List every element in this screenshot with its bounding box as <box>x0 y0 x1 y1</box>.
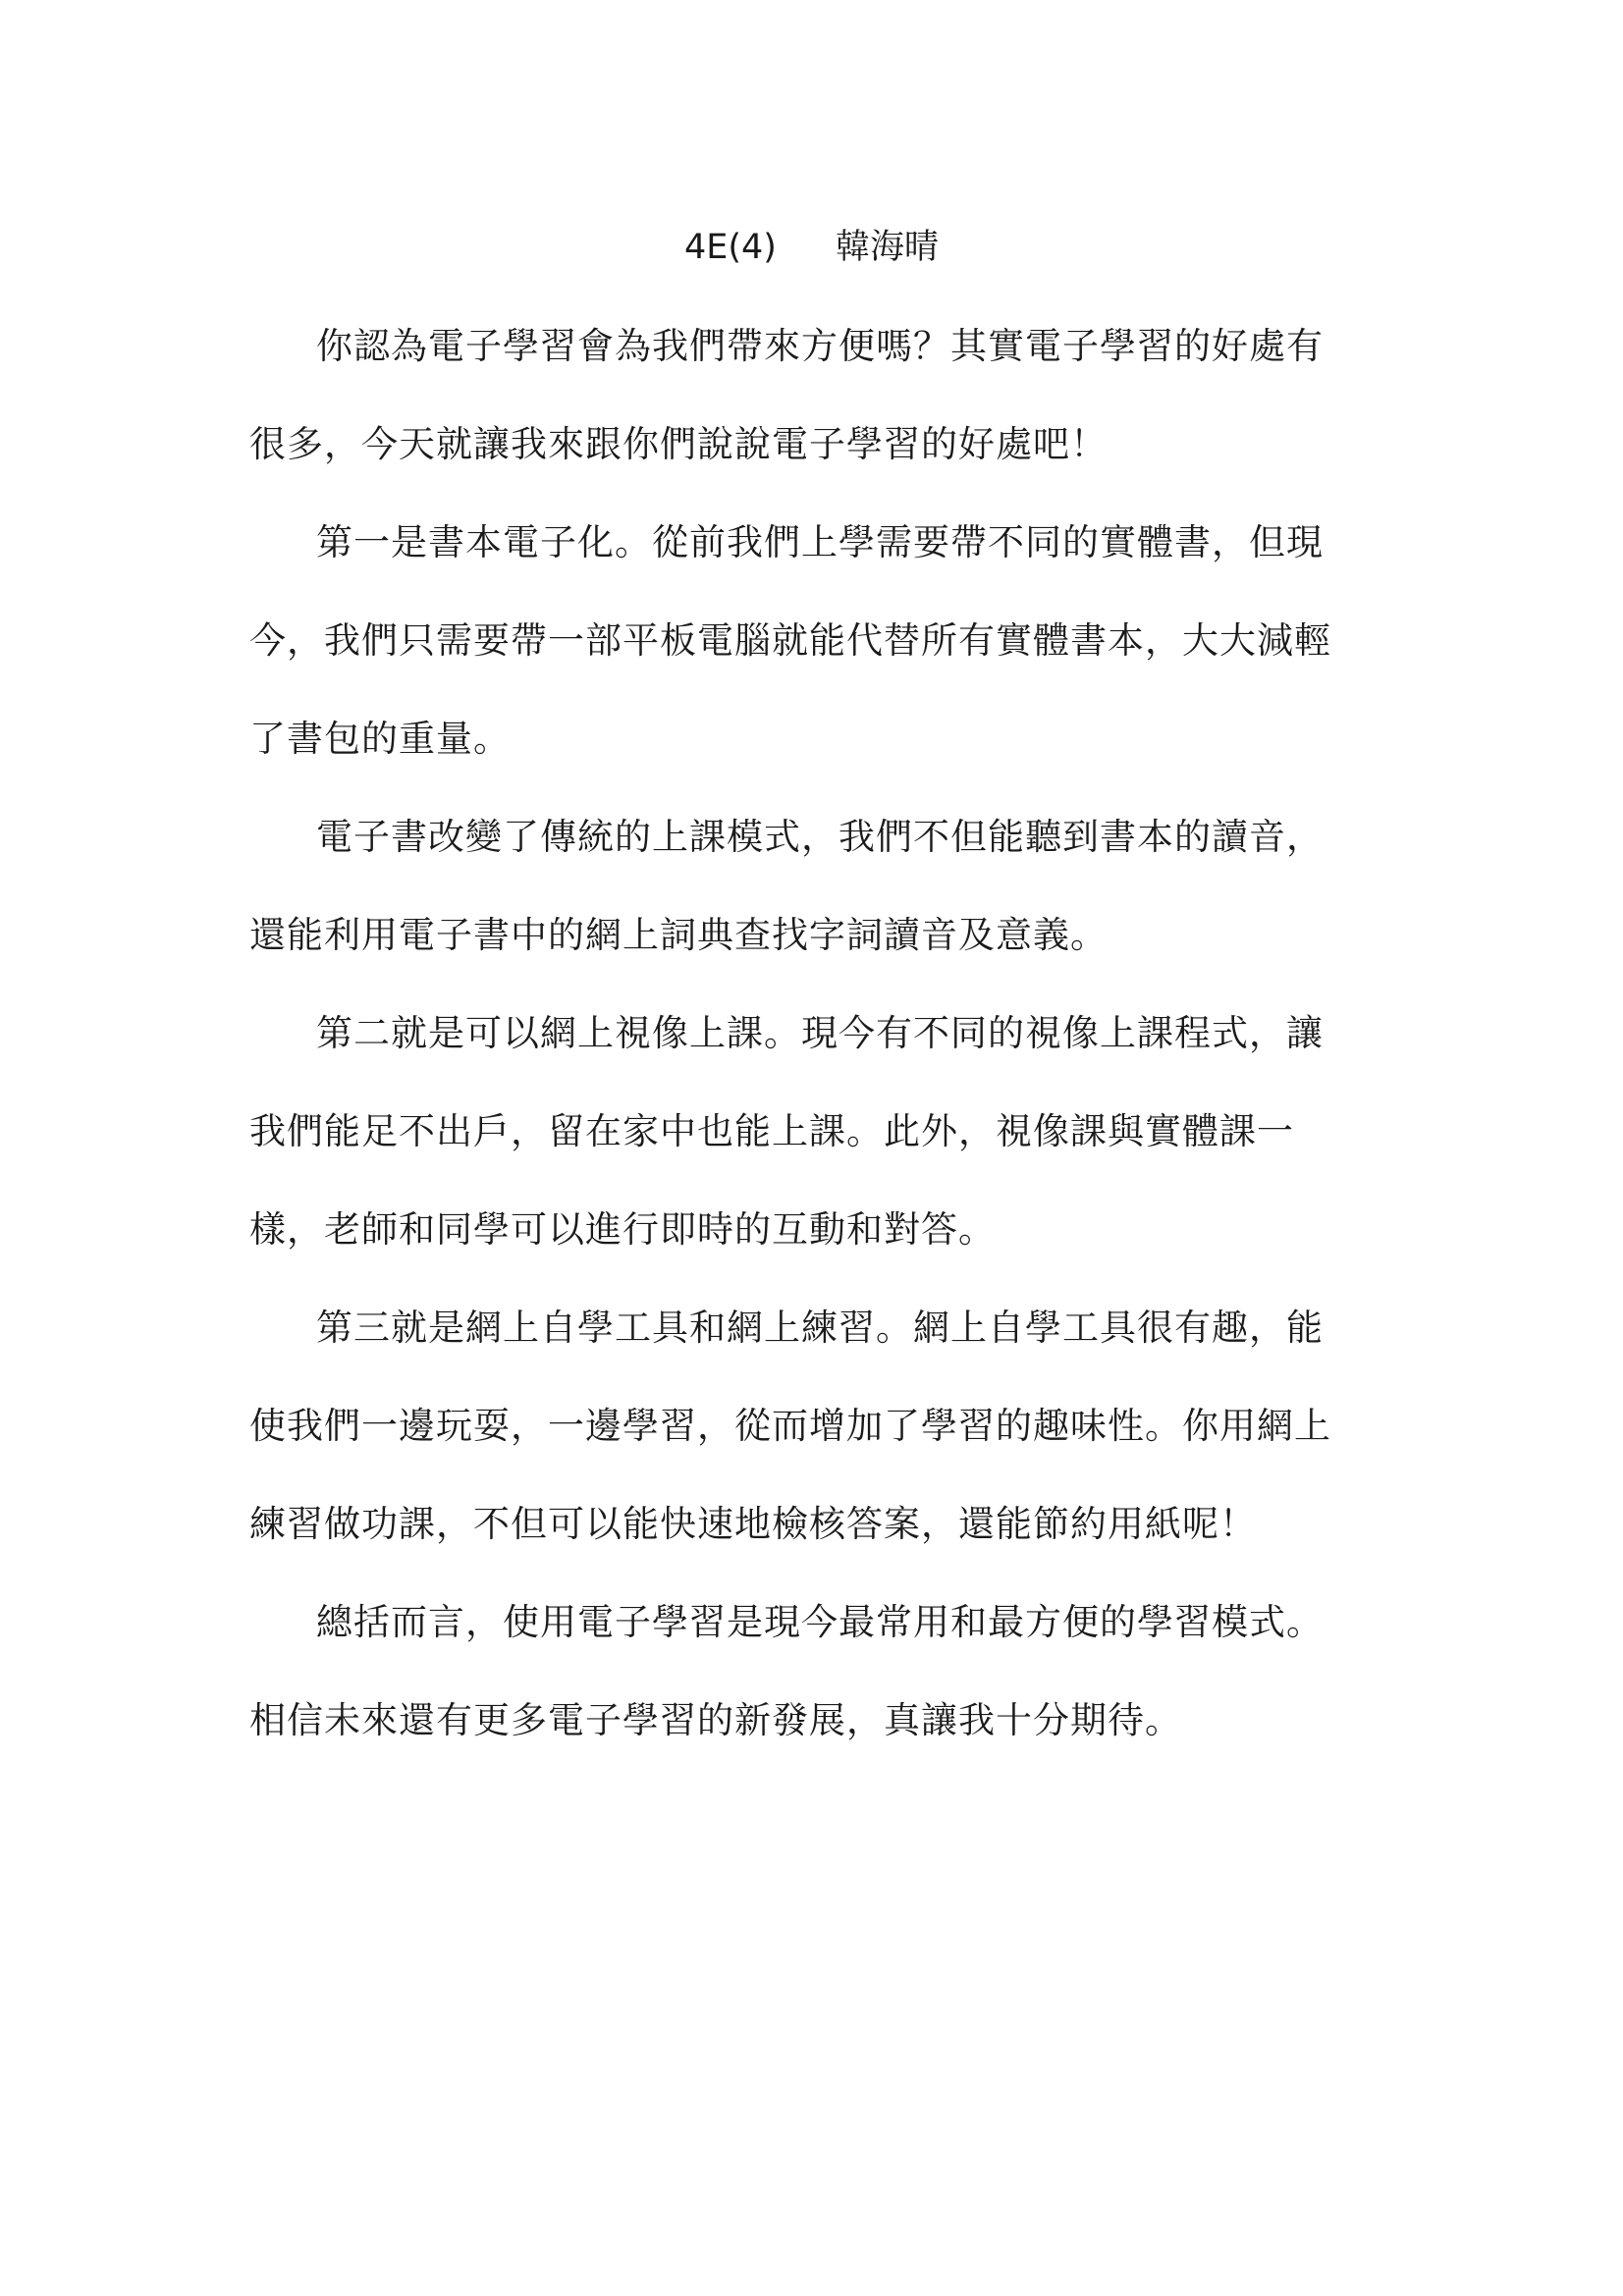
paragraph-4-line-1: 第二就是可以網上視像上課。現今有不同的視像上課程式，讓 <box>316 1012 1324 1054</box>
paragraph-1-line-1: 你認為電子學習會為我們帶來方便嗎？其實電子學習的好處有 <box>316 325 1324 367</box>
paragraph-5-line-3: 練習做功課，不但可以能快速地檢核答案，還能節約用紙呢！ <box>249 1503 1257 1545</box>
paragraph-5-line-1: 第三就是網上自學工具和網上練習。網上自學工具很有趣，能 <box>316 1307 1324 1349</box>
document-heading <box>0 224 1623 271</box>
class-label: 4E(4) <box>684 228 777 267</box>
paragraph-2-line-3: 了書包的重量。 <box>249 718 511 760</box>
paragraph-1-line-2: 很多，今天就讓我來跟你們說說電子學習的好處吧！ <box>249 423 1108 465</box>
paragraph-2-line-2: 今，我們只需要帶一部平板電腦就能代替所有實體書本，大大減輕 <box>249 619 1331 662</box>
paragraph-5-line-2: 使我們一邊玩耍，一邊學習，從而增加了學習的趣味性。你用網上 <box>249 1405 1331 1447</box>
paragraph-4-line-3: 樣，老師和同學可以進行即時的互動和對答。 <box>249 1208 996 1251</box>
author-name: 韓海晴 <box>835 228 939 267</box>
paragraph-3-line-1: 電子書改變了傳統的上課模式，我們不但能聽到書本的讀音， <box>316 816 1324 858</box>
paragraph-2-line-1: 第一是書本電子化。從前我們上學需要帶不同的實體書，但現 <box>316 521 1324 563</box>
paragraph-6-line-2: 相信未來還有更多電子學習的新發展，真讓我十分期待。 <box>249 1699 1182 1741</box>
paragraph-4-line-2: 我們能足不出戶，留在家中也能上課。此外，視像課與實體課一 <box>249 1110 1294 1152</box>
paragraph-3-line-2: 還能利用電子書中的網上詞典查找字詞讀音及意義。 <box>249 914 1108 956</box>
paragraph-6-line-1: 總括而言，使用電子學習是現今最常用和最方便的學習模式。 <box>316 1601 1324 1643</box>
